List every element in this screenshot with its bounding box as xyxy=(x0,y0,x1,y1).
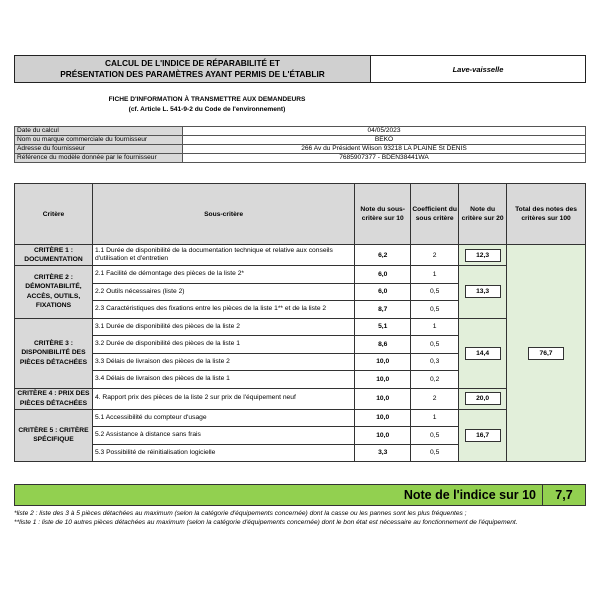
subcriterion-note: 10,0 xyxy=(355,353,411,371)
final-index-bar xyxy=(14,484,586,506)
col-header-sous-critere: Sous-critère xyxy=(92,184,354,245)
col-header-note-critere: Note du critère sur 20 xyxy=(459,184,507,245)
subcriterion-label: 1.1 Durée de disponibilité de la documentation technique et relative aux conseils d'utilisation et d'entretien xyxy=(92,245,354,266)
info-label: Date du calcul xyxy=(15,127,183,136)
score-table-header xyxy=(15,184,586,245)
subcriterion-coef: 0,5 xyxy=(411,283,459,301)
supplier-info-table xyxy=(14,126,586,163)
subtitle-line-2: (cf. Article L. 541-9-2 du Code de l'environnement) xyxy=(128,105,286,113)
header-box xyxy=(14,55,586,83)
product-category: Lave-vaisselle xyxy=(371,56,586,83)
subcriterion-coef: 1 xyxy=(411,318,459,336)
subcriterion-coef: 0,5 xyxy=(411,301,459,319)
subcriterion-label: 2.1 Facilité de démontage des pièces de la liste 2* xyxy=(92,266,354,284)
subcriterion-coef: 0,3 xyxy=(411,353,459,371)
criterion-score: 14,4 xyxy=(459,318,507,388)
subcriterion-coef: 1 xyxy=(411,409,459,427)
info-row-brand xyxy=(15,136,586,145)
form-subtitle xyxy=(14,95,400,114)
criterion-name: CRITÈRE 1 : DOCUMENTATION xyxy=(15,245,93,266)
total-score: 76,7 xyxy=(528,347,564,360)
document-title xyxy=(15,56,371,83)
info-value: 04/05/2023 xyxy=(183,127,586,136)
criterion-score: 16,7 xyxy=(459,409,507,462)
subcriterion-label: 5.2 Assistance à distance sans frais xyxy=(92,427,354,445)
criterion-score: 12,3 xyxy=(459,245,507,266)
criterion-name: CRITÈRE 5 : CRITÈRE SPÉCIFIQUE xyxy=(15,409,93,462)
info-row-address xyxy=(15,145,586,154)
subcriterion-label: 3.2 Durée de disponibilité des pièces de la liste 1 xyxy=(92,336,354,354)
final-index-value: 7,7 xyxy=(555,488,573,502)
col-header-total: Total des notes des critères sur 100 xyxy=(507,184,586,245)
criterion-score: 13,3 xyxy=(459,266,507,319)
info-label: Adresse du fournisseur xyxy=(15,145,183,154)
criterion-name: CRITÈRE 2 : DÉMONTABILITÉ, ACCÈS, OUTILS, FIXATIONS xyxy=(15,266,93,319)
col-header-critere: Critère xyxy=(15,184,93,245)
info-value: BEKO xyxy=(183,136,586,145)
subcriterion-label: 2.2 Outils nécessaires (liste 2) xyxy=(92,283,354,301)
subtitle-line-1: FICHE D'INFORMATION À TRANSMETTRE AUX DEMANDEURS xyxy=(108,96,306,103)
subcriterion-note: 6,2 xyxy=(355,245,411,266)
info-value: 7685907377 - BDEN38441WA xyxy=(183,154,586,163)
info-value: 266 Av du Président Wilson 93218 LA PLAINE St DENIS xyxy=(183,145,586,154)
subcriterion-label: 3.1 Durée de disponibilité des pièces de la liste 2 xyxy=(92,318,354,336)
subcriterion-label: 2.3 Caractéristiques des fixations entre les pièces de la liste 1** et de la liste 2 xyxy=(92,301,354,319)
subcriterion-coef: 2 xyxy=(411,388,459,409)
subcriterion-note: 6,0 xyxy=(355,283,411,301)
criterion-name: CRITÈRE 3 : DISPONIBILITÉ DES PIÈCES DÉTACHÉES xyxy=(15,318,93,388)
subcriterion-coef: 1 xyxy=(411,266,459,284)
table-row xyxy=(15,318,586,336)
subcriterion-note: 8,6 xyxy=(355,336,411,354)
table-row xyxy=(15,245,586,266)
subcriterion-note: 10,0 xyxy=(355,388,411,409)
title-line-2: PRÉSENTATION DES PARAMÈTRES AYANT PERMIS DE L'ÉTABLIR xyxy=(60,69,325,79)
subcriterion-coef: 0,5 xyxy=(411,336,459,354)
subcriterion-note: 3,3 xyxy=(355,444,411,462)
footnotes xyxy=(14,509,586,528)
title-line-1: CALCUL DE L'INDICE DE RÉPARABILITÉ ET xyxy=(105,58,280,68)
subcriterion-note: 10,0 xyxy=(355,427,411,445)
col-header-coef: Coefficient du sous critère xyxy=(411,184,459,245)
table-row xyxy=(15,388,586,409)
col-header-note-sous: Note du sous-critère sur 10 xyxy=(355,184,411,245)
final-index-label: Note de l'indice sur 10 xyxy=(315,485,543,505)
subcriterion-label: 4. Rapport prix des pièces de la liste 2 sur prix de l'équipement neuf xyxy=(92,388,354,409)
footnote-list-1: **liste 1 : liste de 10 autres pièces détachées au maximum (selon la catégorie d'équipements concernée) dont le bon état est nécessaire au fonctionnement de l'équipement. xyxy=(14,519,518,527)
total-score-cell xyxy=(507,245,586,462)
table-row xyxy=(15,266,586,284)
subcriterion-note: 6,0 xyxy=(355,266,411,284)
subcriterion-label: 5.1 Accessibilité du compteur d'usage xyxy=(92,409,354,427)
info-label: Nom ou marque commerciale du fournisseur xyxy=(15,136,183,145)
info-label: Référence du modèle donnée par le fournisseur xyxy=(15,154,183,163)
score-table xyxy=(14,183,586,462)
subcriterion-note: 5,1 xyxy=(355,318,411,336)
subcriterion-coef: 0,2 xyxy=(411,371,459,389)
subcriterion-note: 10,0 xyxy=(355,371,411,389)
subcriterion-coef: 0,5 xyxy=(411,427,459,445)
footnote-list-2: *liste 2 : liste des 3 à 5 pièces détachées au maximum (selon la catégorie d'équipements concernée) dont la casse ou les pannes sont les plus fréquentes ; xyxy=(14,510,467,517)
subcriterion-note: 8,7 xyxy=(355,301,411,319)
criterion-name: CRITÈRE 4 : PRIX DES PIÈCES DÉTACHÉES xyxy=(15,388,93,409)
info-row-model xyxy=(15,154,586,163)
subcriterion-label: 3.4 Délais de livraison des pièces de la liste 1 xyxy=(92,371,354,389)
subcriterion-note: 10,0 xyxy=(355,409,411,427)
info-row-date xyxy=(15,127,586,136)
subcriterion-label: 5.3 Possibilité de réinitialisation logicielle xyxy=(92,444,354,462)
subcriterion-label: 3.3 Délais de livraison des pièces de la liste 2 xyxy=(92,353,354,371)
criterion-score: 20,0 xyxy=(459,388,507,409)
table-row xyxy=(15,409,586,427)
subcriterion-coef: 0,5 xyxy=(411,444,459,462)
subcriterion-coef: 2 xyxy=(411,245,459,266)
